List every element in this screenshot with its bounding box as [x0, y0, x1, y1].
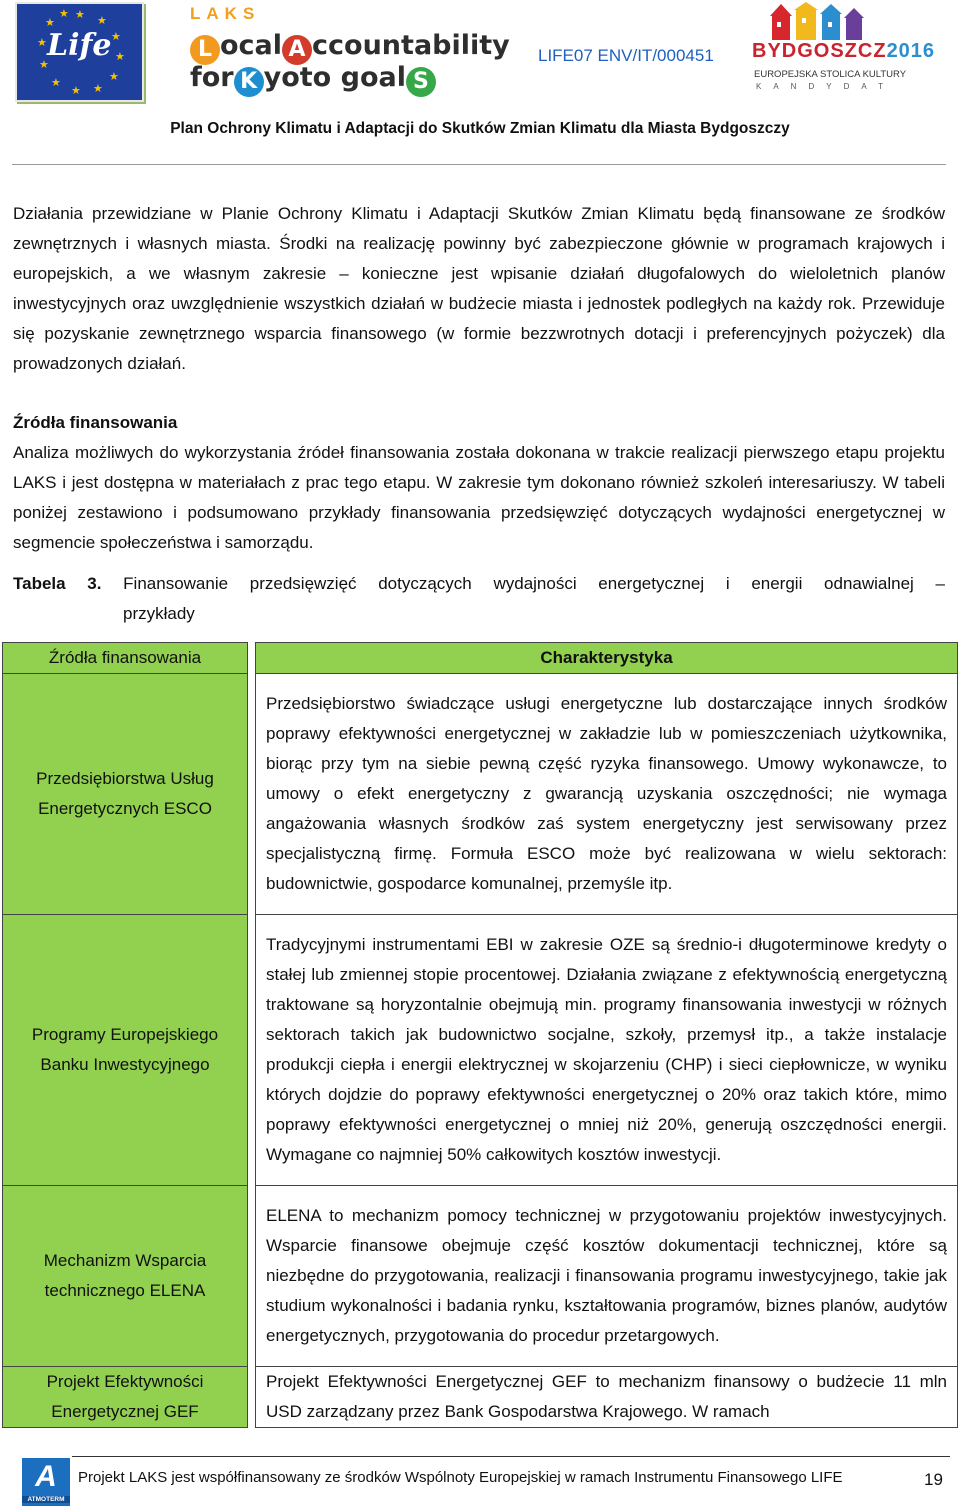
- table-row: [3, 674, 958, 915]
- section-heading-sources: Źródła finansowania: [13, 413, 178, 432]
- row-source: Przedsiębiorstwa Usług Energetycznych ESCO: [3, 674, 248, 915]
- bydgoszcz-year: 2016: [886, 40, 936, 62]
- life-logo-text: Life: [47, 28, 112, 63]
- row-description: Przedsiębiorstwo świadczące usługi energetyczne lub dostarczające innych środków poprawy efektywności energetycznej w zakładzie lub w pomieszczeniach użytkownika, biorąc przy tym na siebie pewną część ryzyka finansowego. Umowy wykonawcze, to umowy o efekt energetyczny z gwarancją uzyskania oszczędności; nie wymaga angażowania własnych środków zaś system energetyczny jest serwisowany przez specjalistyczną firmę. Formuła ESCO może być realizowana w wielu sektorach: budownictwie, gospodarce komunalnej, przemyśle itp.: [256, 674, 958, 915]
- header-source: Źródła finansowania: [3, 643, 248, 674]
- row-description: Tradycyjnymi instrumentami EBI w zakresie OZE są średnio-i długoterminowe kredyty o stałej lub zmiennej stopie procentowej. Działania związane z efektywnością energetyczną traktowane są horyzontalnie obejmują min. programy finansowania inwestycji w różnych sektorach takich jak budownictwo socjalne, szkoły, przemysł itp., a także instalacje produkcji ciepła i energii elektrycznej w skojarzeniu (CHP) i sieci ciepłownicze, w wyniku których dojdzie do poprawy efektywności energetycznej o 20% oraz takich które, mimo poprawy efektywności energetycznej o mniej niż 20%, generują oszczędności energii. Wymagane co najmniej 50% całkowitych kosztów inwestycji.: [256, 915, 958, 1186]
- caption-line2: przykłady: [123, 604, 195, 623]
- table-header-row: [3, 643, 958, 674]
- footer-divider: [72, 1456, 950, 1457]
- row-description: Projekt Efektywności Energetycznej GEF to mechanizm finansowy o budżecie 11 mln USD zarządzany przez Bank Gospodarstwa Krajowego. W ramach: [256, 1367, 958, 1428]
- intro-paragraph: Działania przewidziane w Planie Ochrony Klimatu i Adaptacji Skutków Zmian Klimatu będą finansowane ze środków zewnętrznych i własnych miasta. Środki na realizację powinny być zabezpieczone głównie w programach krajowych i europejskich, a we własnym zakresie – konieczne jest wpisanie działań długofalowych do wieloletnich planów inwestycyjnych oraz uwzględnienie wszystkich działań w budżecie miasta i jednostek podległych na każdy rok. Przewiduje się pozyskanie zewnętrznego wsparcia finansowego (w formie bezzwrotnych dotacji i preferencyjnych pożyczek) dla prowadzonych działań.: [13, 204, 945, 373]
- laks-logo-line1: [190, 30, 510, 65]
- bydgoszcz-title: [752, 40, 935, 63]
- laks-logo: [190, 4, 510, 100]
- atmoterm-logo: [22, 1458, 70, 1506]
- header-characteristics: Charakterystyka: [256, 643, 958, 674]
- laks-word-kyoto: yoto goal: [263, 62, 406, 93]
- page-number: 19: [924, 1470, 943, 1489]
- laks-word-for: for: [190, 62, 234, 93]
- financing-table: [2, 642, 958, 1428]
- row-source: Programy Europejskiego Banku Inwestycyjnego: [3, 915, 248, 1186]
- document-title: Plan Ochrony Klimatu i Adaptacji do Skutków Zmian Klimatu dla Miasta Bydgoszczy: [170, 120, 790, 137]
- bydgoszcz-candidate: KANDYDAT: [756, 82, 895, 91]
- laks-letter-a: A: [282, 35, 312, 65]
- table-caption: [13, 569, 945, 629]
- table-row: [3, 1186, 958, 1367]
- sources-paragraph: Analiza możliwych do wykorzystania źródeł finansowania została dokonana w trakcie realizacji pierwszego etapu projektu LAKS i jest dostępna w materiałach z prac tego etapu. W zakresie tym dokonano również szkoleń interesariuszy. W tabeli poniżej zestawiono i podsumowano przykłady finansowania przedsięwzięć dotyczących wydajności energetycznej w segmencie społeczeństwa i samorządu.: [13, 443, 945, 552]
- table-row: [3, 1367, 958, 1428]
- laks-small-title: LAKS: [190, 4, 261, 23]
- table-row: [3, 915, 958, 1186]
- caption-label: Tabela 3.: [13, 574, 102, 593]
- laks-letter-l: L: [190, 35, 220, 65]
- caption-text: Finansowanie przedsięwzięć dotyczących wydajności energetycznej i energii odnawialnej –: [123, 574, 945, 593]
- row-source: Projekt Efektywności Energetycznej GEF: [3, 1367, 248, 1428]
- bydgoszcz-subtitle: EUROPEJSKA STOLICA KULTURY: [754, 69, 907, 80]
- header-divider: [12, 164, 946, 165]
- atmoterm-logo-text: ATMOTERM: [22, 1496, 70, 1503]
- laks-word-local: ocal: [220, 30, 283, 61]
- city-houses-icon: [762, 2, 912, 42]
- bydgoszcz-logo: [752, 2, 936, 98]
- caption-line1: [13, 569, 945, 599]
- laks-letter-k: K: [234, 67, 264, 97]
- laks-letter-s: S: [406, 67, 436, 97]
- row-source: Mechanizm Wsparcia technicznego ELENA: [3, 1186, 248, 1367]
- life-logo: ★ ★ ★ ★ ★ ★ ★ ★ ★ ★ ★ ★ Life: [15, 2, 144, 102]
- project-code: LIFE07 ENV/IT/000451: [538, 46, 714, 65]
- bydgoszcz-name: BYDGOSZCZ: [752, 40, 887, 62]
- laks-word-accountability: ccountability: [312, 30, 510, 61]
- row-description: ELENA to mechanizm pomocy technicznej w przygotowaniu projektów inwestycyjnych. Wsparcie finansowe obejmuje część kosztów dokumentacji technicznej, które są niezbędne do przygotowania, realizacji i finansowania programu inwestycyjnego, takie jak studium wykonalności i badania rynku, kształtowania programów, biznes planów, audytów energetycznych, przygotowania do procedur przetargowych.: [256, 1186, 958, 1367]
- laks-logo-line2: [190, 62, 436, 97]
- atmoterm-logo-icon: A: [35, 1460, 57, 1493]
- footer-text: Projekt LAKS jest współfinansowany ze środków Wspólnoty Europejskiej w ramach Instrumentu Finansowego LIFE: [78, 1469, 843, 1486]
